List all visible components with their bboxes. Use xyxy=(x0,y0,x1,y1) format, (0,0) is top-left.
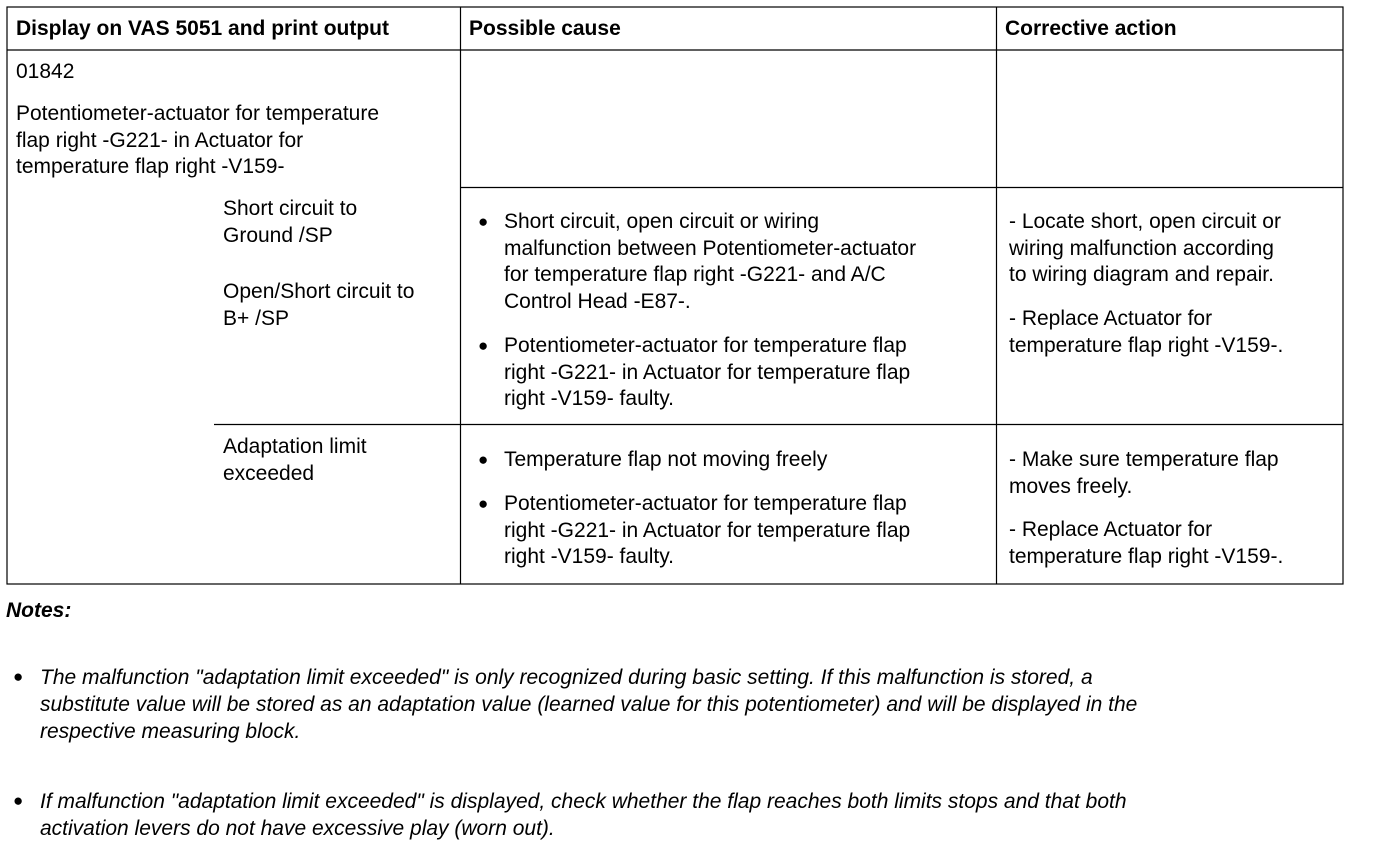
column-header-action: Corrective action xyxy=(1005,17,1177,40)
note-line: activation levers do not have excessive play (worn out). xyxy=(40,817,555,840)
cause-text: Temperature flap not moving freely xyxy=(504,448,828,471)
bullet-icon: ● xyxy=(478,494,489,513)
action-text: wiring malfunction according xyxy=(1009,236,1274,260)
note-line: respective measuring block. xyxy=(40,720,301,743)
bullet-icon: ● xyxy=(478,450,489,469)
action-text: - Make sure temperature flap xyxy=(1009,448,1279,471)
cause-text: Potentiometer-actuator for temperature flap xyxy=(504,334,907,357)
cause-text: Control Head -E87-. xyxy=(504,289,691,313)
note-line: If malfunction "adaptation limit exceeded" is displayed, check whether the flap reaches both limits stops and that both xyxy=(40,790,1127,813)
column-header-cause: Possible cause xyxy=(469,17,621,40)
bullet-icon: ● xyxy=(478,212,489,231)
display-text: B+ /SP xyxy=(223,306,289,330)
display-text: Adaptation limit xyxy=(223,435,367,458)
column-header-display: Display on VAS 5051 and print output xyxy=(16,17,389,40)
note-line: substitute value will be stored as an adaptation value (learned value for this potentiometer) and will be displayed in the xyxy=(40,693,1138,716)
action-text: temperature flap right -V159-. xyxy=(1009,333,1284,357)
cause-text: for temperature flap right -G221- and A/C xyxy=(504,263,886,286)
action-text: moves freely. xyxy=(1009,474,1133,498)
fault-code: 01842 xyxy=(16,60,75,83)
cause-text: Potentiometer-actuator for temperature flap xyxy=(504,492,907,515)
cause-text: Short circuit, open circuit or wiring xyxy=(504,210,820,233)
component-line: temperature flap right -V159- xyxy=(16,155,285,178)
cause-text: right -V159- faulty. xyxy=(504,545,675,568)
component-line: flap right -G221- in Actuator for xyxy=(16,128,304,152)
display-text: exceeded xyxy=(223,461,315,485)
cause-text: right -G221- in Actuator for temperature flap xyxy=(504,360,911,384)
notes-title: Notes: xyxy=(6,599,72,622)
display-text: Short circuit to xyxy=(223,197,358,220)
display-text: Open/Short circuit to xyxy=(223,280,415,303)
component-line: Potentiometer-actuator for temperature xyxy=(16,102,380,125)
action-text: - Locate short, open circuit or xyxy=(1009,210,1281,233)
action-text: temperature flap right -V159-. xyxy=(1009,544,1284,568)
action-text: - Replace Actuator for xyxy=(1009,307,1213,330)
action-text: to wiring diagram and repair. xyxy=(1009,263,1274,286)
cause-text: right -G221- in Actuator for temperature flap xyxy=(504,518,911,542)
note-line: The malfunction "adaptation limit exceeded" is only recognized during basic setting. If this malfunction is stored, a xyxy=(40,666,1093,689)
cause-text: right -V159- faulty. xyxy=(504,387,675,410)
bullet-icon: ● xyxy=(13,791,24,810)
bullet-icon: ● xyxy=(13,667,24,686)
action-text: - Replace Actuator for xyxy=(1009,518,1213,541)
display-text: Ground /SP xyxy=(223,223,333,247)
bullet-icon: ● xyxy=(478,336,489,355)
cause-text: malfunction between Potentiometer-actuator xyxy=(504,236,917,260)
